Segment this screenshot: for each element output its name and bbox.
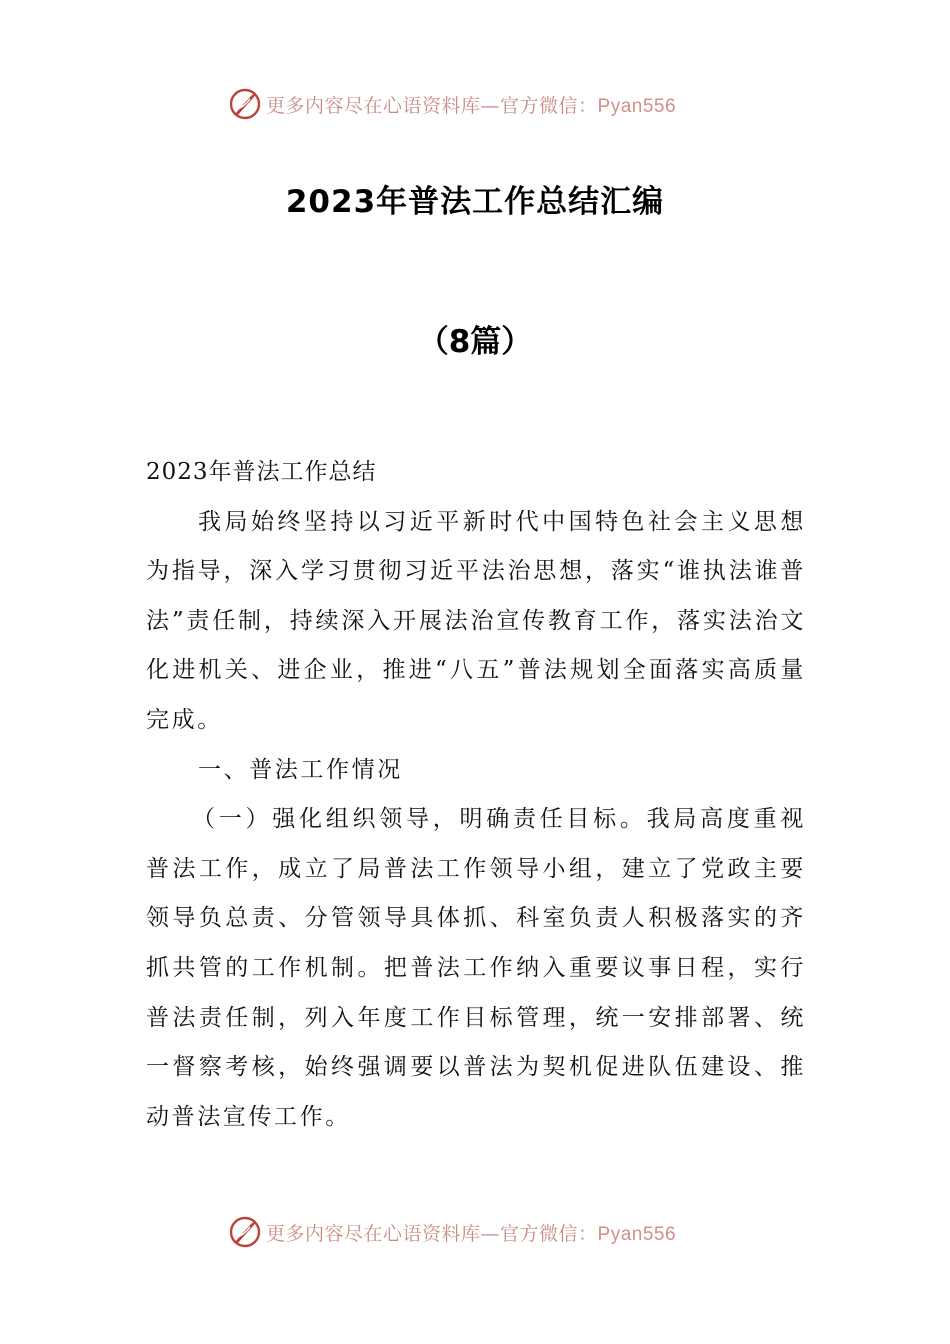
- paragraph-intro: 我局始终坚持以习近平新时代中国特色社会主义思想为指导，深入学习贯彻习近平法治思想，落实“谁执法谁普法”责任制，持续深入开展法治宣传教育工作，落实法治文化进机关、进企业，推进“八五”普法规划全面落实高质量完成。: [146, 508, 806, 733]
- watermark-text: [266, 91, 676, 118]
- watermark-handle: Pyan556: [597, 1223, 677, 1245]
- watermark-slogan: 更多内容尽在心语资料库—官方微信：: [266, 94, 598, 117]
- quill-pen-logo-icon: [228, 1215, 262, 1249]
- watermark-header: [228, 84, 748, 124]
- document-title: 2023年普法工作总结汇编: [285, 184, 665, 220]
- watermark-footer: [228, 1212, 748, 1252]
- watermark-slogan: 更多内容尽在心语资料库—官方微信：: [266, 1222, 598, 1245]
- watermark-handle: Pyan556: [597, 95, 677, 117]
- document-subtitle: （8篇）: [417, 324, 533, 360]
- quill-pen-logo-icon: [228, 87, 262, 121]
- heading-work-status: 一、普法工作情况: [198, 756, 403, 783]
- document-body: [146, 448, 806, 1142]
- watermark-text: [266, 1219, 676, 1246]
- paragraph-organization: （一）强化组织领导，明确责任目标。我局高度重视普法工作，成立了局普法工作领导小组，建立了党政主要领导负总责、分管领导具体抓、科室负责人积极落实的齐抓共管的工作机制。把普法工作纳入重要议事日程，实行普法责任制，列入年度工作目标管理，统一安排部署、统一督察考核，始终强调要以普法为契机促进队伍建设、推动普法宣传工作。: [146, 806, 806, 1130]
- section-title: 2023年普法工作总结: [146, 459, 377, 485]
